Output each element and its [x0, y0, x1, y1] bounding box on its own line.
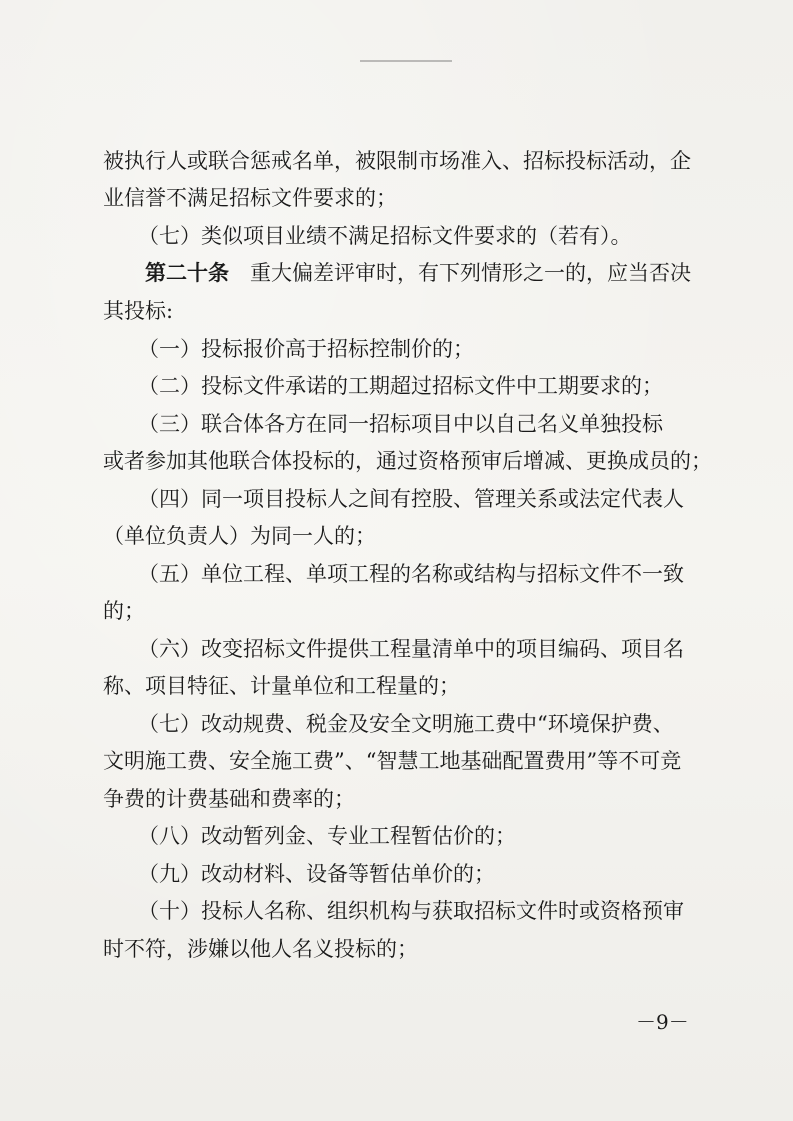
article-text: 重大偏差评审时，有下列情形之一的，应当否决 — [250, 261, 691, 285]
line-text: （单位负责人）为同一人的； — [103, 524, 376, 548]
line-text: （七）改动规费、税金及安全文明施工费中“环境保护费、 — [138, 712, 674, 736]
scan-artifact-line — [360, 60, 452, 62]
text-line — [0, 448, 793, 474]
text-line — [0, 673, 793, 699]
text-line — [0, 936, 793, 962]
line-text: （五）单位工程、单项工程的名称或结构与招标文件不一致 — [138, 562, 684, 586]
text-line — [0, 861, 793, 887]
text-line — [0, 185, 793, 211]
text-line — [0, 636, 793, 662]
text-line — [0, 823, 793, 849]
text-line — [0, 223, 793, 249]
line-text: （一）投标报价高于招标控制价的； — [138, 337, 474, 361]
line-text: 的； — [103, 599, 145, 623]
line-text: （八）改动暂列金、专业工程暂估价的； — [138, 824, 516, 848]
text-line — [0, 411, 793, 437]
line-text: （三）联合体各方在同一招标项目中以自己名义单独投标 — [138, 412, 663, 436]
article-heading-line — [0, 260, 793, 286]
text-line — [0, 298, 793, 324]
text-line — [0, 148, 793, 174]
text-line — [0, 598, 793, 624]
text-line — [0, 711, 793, 737]
text-line — [0, 898, 793, 924]
article-number: 第二十条 — [145, 261, 229, 285]
text-line — [0, 786, 793, 812]
line-text: 或者参加其他联合体投标的，通过资格预审后增减、更换成员的； — [103, 449, 712, 473]
text-line — [0, 748, 793, 774]
line-text: （七）类似项目业绩不满足招标文件要求的（若有）。 — [138, 224, 632, 248]
line-text: 争费的计费基础和费率的； — [103, 787, 355, 811]
text-line — [0, 373, 793, 399]
line-text: （十）投标人名称、组织机构与获取招标文件时或资格预审 — [138, 899, 684, 923]
page-number: －9－ — [636, 1010, 689, 1034]
text-line — [0, 561, 793, 587]
line-text: 称、项目特征、计量单位和工程量的； — [103, 674, 460, 698]
line-text: 业信誉不满足招标文件要求的； — [103, 186, 397, 210]
line-text: 文明施工费、安全施工费”、“智慧工地基础配置费用”等不可竞 — [103, 749, 682, 773]
text-line — [0, 336, 793, 362]
line-text: （二）投标文件承诺的工期超过招标文件中工期要求的； — [138, 374, 663, 398]
text-line — [0, 523, 793, 549]
line-text: （四）同一项目投标人之间有控股、管理关系或法定代表人 — [138, 487, 684, 511]
text-line — [0, 486, 793, 512]
line-text: （六）改变招标文件提供工程量清单中的项目编码、项目名 — [138, 637, 684, 661]
line-text: 时不符，涉嫌以他人名义投标的； — [103, 937, 418, 961]
line-text: 其投标: — [103, 299, 174, 323]
line-text: 被执行人或联合惩戒名单，被限制市场准入、招标投标活动，企 — [103, 149, 691, 173]
line-text: （九）改动材料、设备等暂估单价的； — [138, 862, 495, 886]
